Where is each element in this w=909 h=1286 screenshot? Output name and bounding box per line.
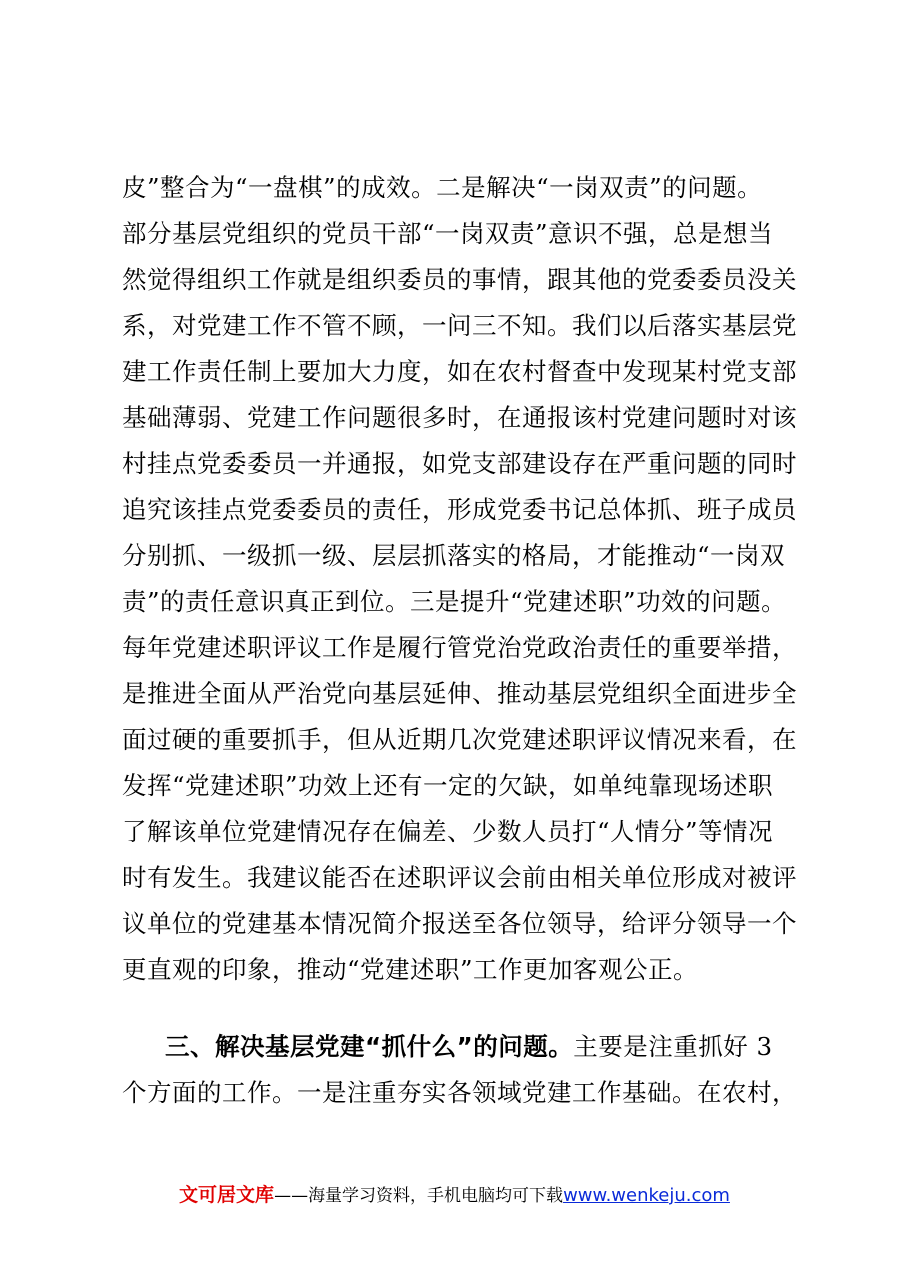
section-3-second-line: 个方面的工作。一是注重夯实各领域党建工作基础。在农村， <box>122 1078 797 1107</box>
footer-site-link[interactable]: www.wenkeju.com <box>563 1185 730 1206</box>
section-3-heading: 三、解决基层党建“抓什么”的问题。 <box>165 1032 574 1061</box>
footer-brand: 文可居文库 <box>179 1184 275 1206</box>
body-line-18: 更直观的印象，推动“党建述职”工作更加客观公正。 <box>122 955 699 984</box>
body-line-13: 面过硬的重要抓手，但从近期几次党建述职评议情况来看，在 <box>122 725 797 754</box>
body-line-17: 议单位的党建基本情况简介报送至各位领导，给评分领导一个 <box>122 909 797 938</box>
body-line-14: 发挥“党建述职”功效上还有一定的欠缺，如单纯靠现场述职 <box>122 771 774 800</box>
body-line-16: 时有发生。我建议能否在述职评议会前由相关单位形成对被评 <box>122 863 797 892</box>
body-line-8: 追究该挂点党委委员的责任，形成党委书记总体抓、班子成员 <box>122 495 797 524</box>
body-line-9: 分别抓、一级抓一级、层层抓落实的格局，才能推动“一岗双 <box>122 541 786 570</box>
body-line-12: 是推进全面从严治党向基层延伸、推动基层党组织全面进步全 <box>122 679 797 708</box>
section-3-first-line <box>165 1029 805 1065</box>
body-line-1: 皮”整合为“一盘棋”的成效。二是解决“一岗双责”的问题。 <box>122 173 763 202</box>
section-3-intro: 主要是注重抓好 3 <box>573 1032 773 1061</box>
body-line-15: 了解该单位党建情况存在偏差、少数人员打“人情分”等情况 <box>122 817 774 846</box>
body-line-7: 村挂点党委委员一并通报，如党支部建设存在严重问题的同时 <box>122 449 797 478</box>
body-line-10: 责”的责任意识真正到位。三是提升“党建述职”功效的问题。 <box>122 587 787 616</box>
body-line-6: 基础薄弱、党建工作问题很多时，在通报该村党建问题时对该 <box>122 403 797 432</box>
body-line-11: 每年党建述职评议工作是履行管党治党政治责任的重要举措， <box>122 633 797 662</box>
body-line-4: 系，对党建工作不管不顾，一问三不知。我们以后落实基层党 <box>122 311 797 340</box>
footer-tagline: ——海量学习资料，手机电脑均可下载 <box>274 1186 564 1206</box>
footer-banner <box>0 1180 909 1207</box>
body-line-5: 建工作责任制上要加大力度，如在农村督查中发现某村党支部 <box>122 357 797 386</box>
body-line-3: 然觉得组织工作就是组织委员的事情，跟其他的党委委员没关 <box>122 265 797 294</box>
body-line-2: 部分基层党组织的党员干部“一岗双责”意识不强，总是想当 <box>122 219 774 248</box>
